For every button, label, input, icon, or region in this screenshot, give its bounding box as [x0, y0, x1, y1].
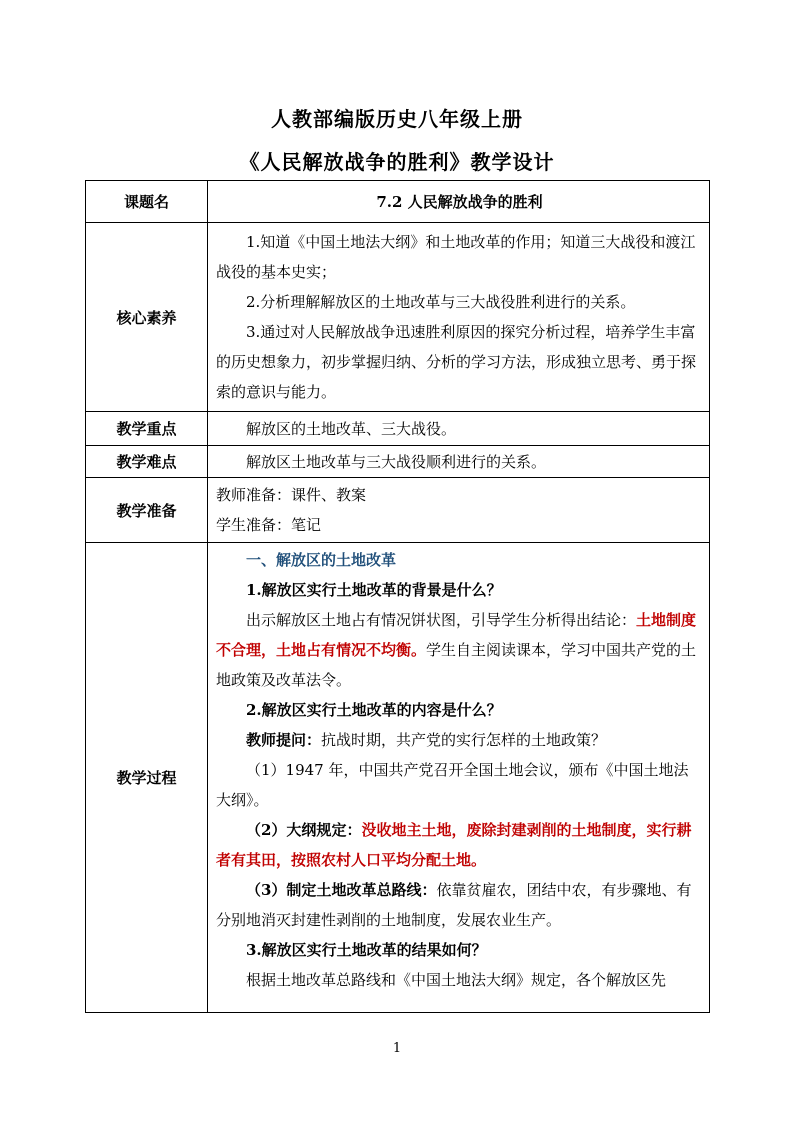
table-row-topic — [86, 181, 710, 223]
document-title: 人教部编版历史八年级上册 — [271, 107, 523, 131]
table-row-key — [86, 412, 710, 446]
label-prep: 教学准备 — [86, 478, 208, 543]
question-1: 1.解放区实行土地改革的背景是什么？ — [246, 581, 502, 599]
prep-student: 学生准备：笔记 — [216, 516, 322, 534]
teacher-question-label: 教师提问： — [246, 731, 322, 749]
point-2-highlight: 没收地主土地，废除封建剥削的土地制度，实行耕者有其田，按照农村人口平均分配土地。 — [216, 821, 692, 869]
table-row-difficulty — [86, 446, 710, 478]
paragraph-1-tail: 学生自主阅读课本，学习中国共产党的土地政策及改革法令。 — [216, 641, 697, 689]
difficulty-value: 解放区土地改革与三大战役顺利进行的关系。 — [246, 452, 547, 471]
point-3 — [216, 875, 703, 935]
core-content — [208, 223, 710, 412]
point-3-text: 依靠贫雇农，团结中农，有步骤地、有分别地消灭封建性剥削的土地制度，发展农业生产。 — [216, 881, 692, 929]
prep-content — [208, 478, 710, 543]
difficulty-content — [208, 446, 710, 478]
label-process: 教学过程 — [86, 543, 208, 1013]
question-3: 3.解放区实行土地改革的结果如何？ — [246, 941, 487, 959]
table-row-process — [86, 543, 710, 1013]
point-1: （1）1947 年，中国共产党召开全国土地会议，颁布《中国土地法大纲》。 — [216, 761, 689, 809]
label-topic: 课题名 — [86, 181, 208, 223]
point-2 — [216, 815, 703, 875]
paragraph-1 — [216, 605, 703, 695]
label-core: 核心素养 — [86, 223, 208, 412]
point-2-label: （2）大纲规定： — [246, 821, 362, 839]
document-subtitle: 《人民解放战争的胜利》教学设计 — [239, 150, 555, 174]
label-key: 教学重点 — [86, 412, 208, 446]
table-row-core — [86, 223, 710, 412]
process-content — [208, 543, 710, 1013]
prep-teacher: 教师准备：课件、教案 — [216, 486, 367, 504]
paragraph-1-text: 出示解放区土地占有情况饼状图，引导学生分析得出结论： — [246, 611, 637, 629]
teacher-question — [216, 725, 703, 755]
core-item-1: 1.知道《中国土地法大纲》和土地改革的作用；知道三大战役和渡江战役的基本史实； — [216, 233, 696, 281]
teacher-question-text: 抗战时期，共产党的实行怎样的土地政策？ — [321, 731, 607, 749]
key-value: 解放区的土地改革、三大战役。 — [246, 419, 457, 438]
core-item-2: 2.分析理解解放区的土地改革与三大战役胜利进行的关系。 — [246, 293, 636, 311]
section-heading: 一、解放区的土地改革 — [246, 551, 397, 569]
page-number: 1 — [392, 1041, 402, 1056]
paragraph-1-highlight: 土地制度不合理，土地占有情况不均衡。 — [216, 611, 697, 659]
paragraph-3: 根据土地改革总路线和《中国土地法大纲》规定，各个解放区先 — [246, 971, 667, 989]
label-difficulty: 教学难点 — [86, 446, 208, 478]
core-item-3: 3.通过对人民解放战争迅速胜利原因的探究分析过程，培养学生丰富的历史想象力，初步掌握归纳、分析的学习方法，形成独立思考、勇于探索的意识与能力。 — [216, 323, 697, 401]
table-row-prep — [86, 478, 710, 543]
lesson-plan-table — [85, 180, 710, 1013]
question-2: 2.解放区实行土地改革的内容是什么？ — [246, 701, 502, 719]
key-content — [208, 412, 710, 446]
topic-value: 7.2 人民解放战争的胜利 — [208, 181, 710, 223]
point-3-label: （3）制定土地改革总路线： — [246, 881, 437, 899]
